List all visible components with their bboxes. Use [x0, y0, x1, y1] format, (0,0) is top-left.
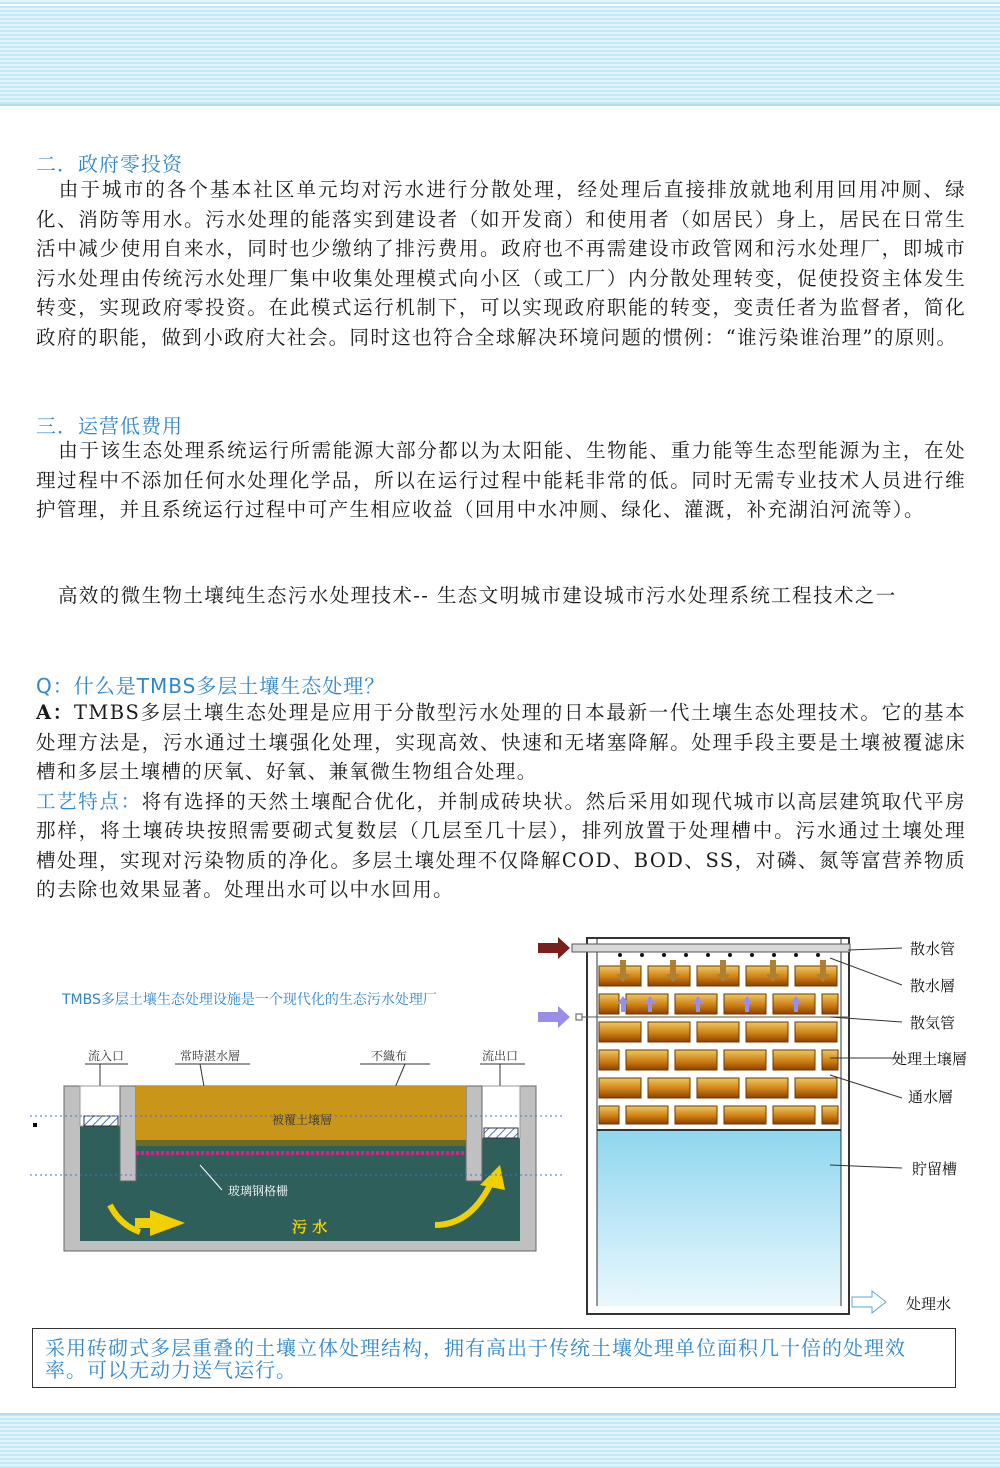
intro-paragraph	[36, 581, 966, 611]
feature-text: 将有选择的天然土壤配合优化，并制成砖块状。然后采用如现代城市以高层建筑取代平房那样，将土壤砖块按照需要砌式复数层（几层至几十层），排列放置于处理槽中。污水通过土壤处理槽处理，实现对污染物质的净化。多层土壤处理不仅降解COD、BOD、SS，对磷、氮等富营养物质的去除也效果显著。处理出水可以中水回用。	[36, 789, 966, 901]
storage-tank-water	[597, 1130, 841, 1306]
nonwoven-label: 不織布	[371, 1049, 408, 1063]
marker-dot	[33, 1123, 37, 1127]
outlet-label: 流出口	[482, 1049, 519, 1063]
section-2-text: 由于城市的各个基本社区单元均对污水进行分散处理，经处理后直接排放就地利用回用冲厕、绿化、消防等用水。污水处理的能落实到建设者（如开发商）和使用者（如居民）身上，居民在日常生活中减少使用自来水，同时也少缴纳了排污费用。政府也不再需建设市政管网和污水处理厂，即城市污水处理由传统污水处理厂集中收集处理模式向小区（或工厂）内分散处理转变，促使投资主体发生转变，实现政府零投资。在此模式运行机制下，可以实现政府职能的转变，变责任者为监督者，简化政府的职能，做到小政府大社会。同时这也符合全球解决环境问题的惯例：“谁污染谁治理”的原则。	[36, 178, 966, 349]
treated-water-arrow	[852, 1291, 886, 1313]
flow-arrow-right-tail	[135, 1218, 155, 1228]
outlet-divider-wall	[466, 1086, 482, 1181]
summary-callout: 采用砖砌式多层重叠的土壤立体处理结构，拥有高出于传统土壤处理单位面积几十倍的处理效率。可以无动力送气运行。	[32, 1328, 956, 1388]
qa-answer	[36, 698, 966, 905]
inlet-divider-wall	[120, 1086, 136, 1181]
label-aeration-pipe: 散気管	[910, 1014, 956, 1032]
section-3-title: 三．运营低费用	[36, 414, 183, 438]
inlet-water-surface	[84, 1116, 118, 1126]
section-3-body	[36, 436, 966, 525]
sewage-inflow-arrow	[538, 937, 570, 959]
label-permeable-layer: 通水層	[908, 1088, 954, 1106]
multilayer-soil-tank-diagram	[530, 930, 1000, 1320]
feature-label: 工艺特点：	[36, 789, 142, 813]
answer-text: TMBS多层土壤生态处理是应用于分散型污水处理的日本最新一代土壤生态处理技术。它的基本处理方法是，污水通过土壤强化处理，实现高效、快速和无堵塞降解。处理手段主要是土壤被覆滤床槽和多层土壤槽的厌氧、好氧、兼氧微生物组合处理。	[36, 701, 966, 783]
section-3-text: 由于该生态处理系统运行所需能源大部分都以为太阳能、生物能、重力能等生态型能源为主，在处理过程中不添加任何水处理化学品，所以在运行过程中能耗非常的低。同时无需专业技术人员进行维护管理，并且系统运行过程中可产生相应收益（回用中水冲厕、绿化、灌溉，补充湖泊河流等）。	[36, 439, 966, 521]
aeration-pipe-end	[576, 1014, 582, 1020]
left-diagram-caption: TMBS多层土壤生态处理设施是一个现代化的生态污水处理厂	[62, 992, 437, 1008]
label-treated-water: 处理水	[906, 1295, 952, 1313]
nonwoven-layer	[136, 1140, 466, 1146]
air-inflow-arrow	[538, 1006, 570, 1028]
sewage-label: 污 水	[292, 1218, 328, 1236]
qa-question: Q：什么是TMBS多层土壤生态处理？	[36, 674, 386, 698]
grid-label: 玻璃钢格栅	[228, 1184, 289, 1198]
inlet-label: 流入口	[88, 1049, 125, 1063]
top-banner	[0, 0, 1000, 106]
standing-water-label: 常時湛水層	[180, 1049, 241, 1063]
bottom-banner	[0, 1413, 1000, 1468]
soil-cover-filter-diagram	[0, 980, 580, 1280]
answer-label: A：	[36, 701, 74, 724]
cover-soil-label: 被覆土壌層	[272, 1113, 333, 1127]
label-sprinkler-layer: 散水層	[910, 977, 956, 995]
section-2-body	[36, 175, 966, 352]
label-storage-tank: 貯留槽	[912, 1160, 958, 1178]
section-2-title: 二．政府零投资	[36, 152, 183, 176]
intro-text: 高效的微生物土壤纯生态污水处理技术-- 生态文明城市建设城市污水处理系统工程技术之一	[58, 584, 897, 607]
label-sprinkler-pipe: 散水管	[910, 940, 956, 958]
label-treatment-soil-layer: 处理土壌層	[892, 1050, 968, 1068]
sprinkler-pipe	[572, 944, 850, 952]
outlet-water-surface	[484, 1128, 518, 1138]
